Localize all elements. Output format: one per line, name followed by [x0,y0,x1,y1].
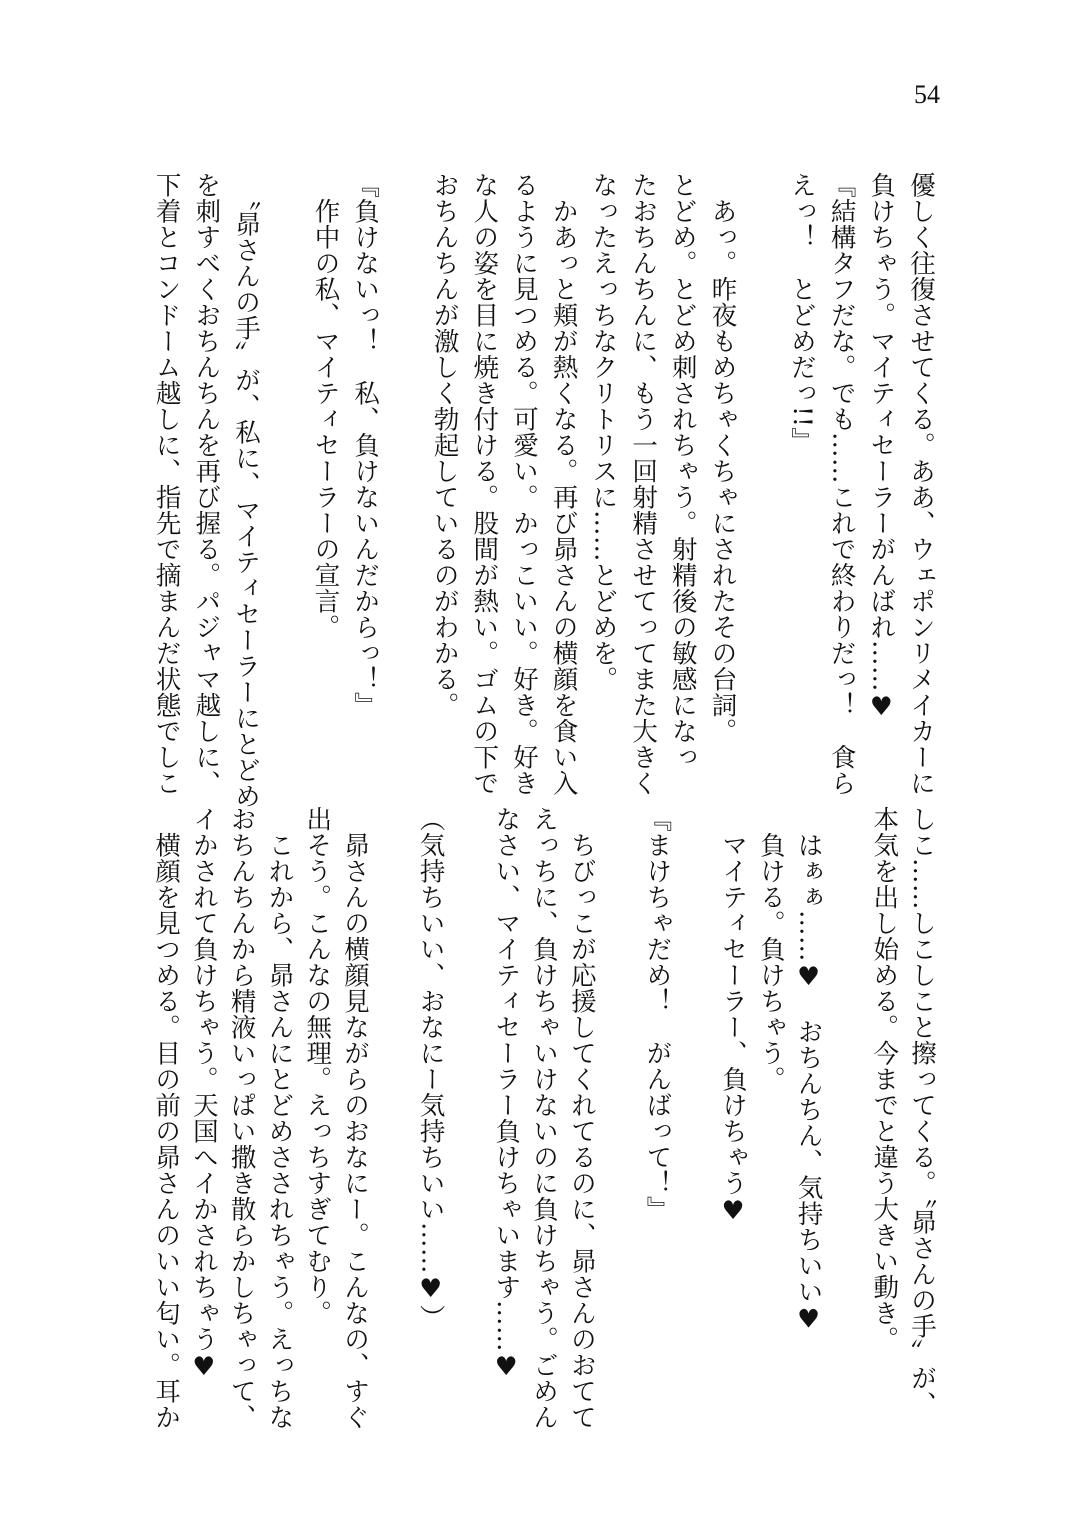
text-line: 優しく往復させてくる。ああ、ウェポンリメイカーに [906,172,936,796]
blank-line [449,806,487,1386]
text-line: 昴さんの横顔見ながらのおなにー。こんなの、すぐ [340,806,371,1430]
blank-line [265,172,305,752]
text-line: （気持ちいい、おなにー気持ちいい……♥） [415,806,446,1331]
text-line: 下着とコンドーム越しに、指先で摘まんだ状態でしこ [151,172,182,796]
text-line: 『結構タフだな。でも……これで終わりだっ！ 食ら [826,172,857,796]
text-line: 横顔を見つめる。目の前の昴さんのいい匂い。耳か [151,806,182,1430]
text-line: なったえっちなクリトリスに……とどめを。 [588,172,619,692]
text-line: おちんちんが激しく勃起しているのがわかる。 [429,172,460,718]
text-line: を刺すべくおちんちんを再び握る。パジャマ越しに、 [191,172,222,796]
blank-line [741,172,781,752]
text-line: えっちに、負けちゃいけないのに負けちゃう。ごめん [529,806,560,1430]
page-number: 54 [914,80,940,109]
text-line: たおちんちんに、もう一回射精させてってまた大きく [628,172,659,796]
text-line: はぁぁ……♥ おちんちん、気持ちいい♥ [793,806,824,1335]
text-line: 出そう。こんなの無理。えっちすぎてむり。 [302,806,333,1326]
text-line: イかされて負けちゃう。天国へイかされちゃう♥ [188,806,219,1383]
text-line: 〝昴さんの手〟が、私に、マイティセーラーにとどめ [231,172,262,810]
text-line: 負ける。負けちゃう。 [755,806,786,1092]
text-line: マイティセーラー、負けちゃう♥ [718,806,749,1227]
text-line: しこ……しこしこと擦ってくる。〝昴さんの手〟が、 [907,806,937,1418]
text-line: ちびっこが応援してくれてるのに、昴さんのおてて [566,806,597,1430]
blank-line [600,806,638,1386]
blank-line [384,172,424,752]
text-line: とどめ。とどめ刺されちゃう。射精後の敏感になっ [667,172,698,770]
text-line: あっ。昨夜もめちゃくちゃにされたその台詞。 [707,172,738,744]
text-line: なさい、マイティセーラー負けちゃいます……♥ [491,806,522,1383]
text-line: 負けちゃう。マイティセーラーがんばれ……♥ [866,172,897,723]
text-block-bottom [146,806,940,1430]
blank-line [827,806,865,1386]
text-line: 本気を出し始める。今までと違う大きい動き。 [869,806,900,1352]
text-block-top [146,172,940,810]
text-line: これから、昴さんにとどめさされちゃう。えっちな [264,806,295,1430]
text-line: おちんちんから精液いっぱい撒き散らかしちゃって、 [226,806,257,1430]
text-line: るように見つめる。可愛い。かっこいい。好き。好き [508,172,539,796]
text-line: 作中の私、マイティセーラーの宣言。 [310,172,341,640]
blank-line [373,806,411,1386]
text-line: 『負けないっ！ 私、負けないんだからっ！』 [350,172,381,718]
text-line: えっ！ とどめだっ!!』 [786,172,817,454]
text-line: な人の姿を目に焼き付ける。股間が熱い。ゴムの下で [469,172,500,796]
text-line: かあっと頬が熱くなる。再び昴さんの横顔を食い入 [548,172,579,796]
blank-line [675,806,713,1386]
text-line: 『まけちゃだめ！ がんばって！』 [642,806,673,1222]
